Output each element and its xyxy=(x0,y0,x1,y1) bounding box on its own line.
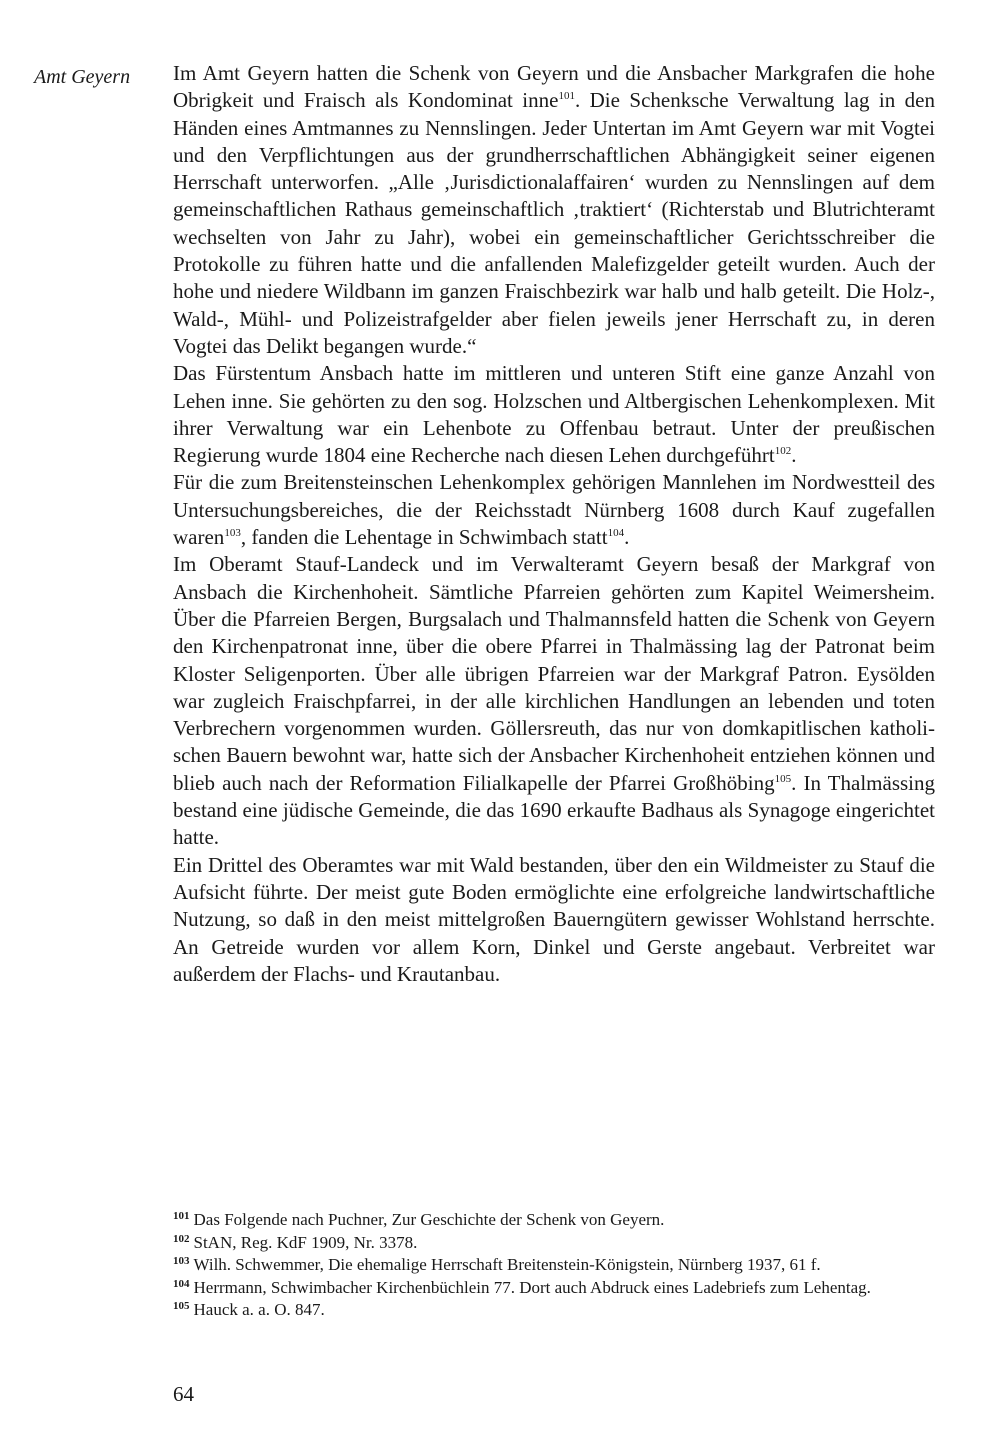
footnote-number: 103 xyxy=(173,1255,190,1267)
paragraph xyxy=(173,469,935,551)
paragraph-text: Ein Drittel des Oberamtes war mit Wald bestanden, über den ein Wildmeister zu Stauf die Aufsicht führte. Der meist gute Boden ermöglichte eine erfolgreiche landwirtschaftliche Nutzung, so daß in den meist mittelgroßen Bauerngütern gewisser Wohlstand herrschte. An Getreide wurden vor allem Korn, Dinkel und Gerste angebaut. Verbreitet war außerdem der Flachs- und Krautanbau. xyxy=(173,852,935,986)
paragraph xyxy=(173,551,935,851)
footnote-number: 104 xyxy=(173,1277,190,1290)
footnotes xyxy=(173,1209,935,1322)
footnote-ref: 101 xyxy=(558,90,575,103)
page-number: 64 xyxy=(173,1382,194,1406)
paragraph xyxy=(173,852,935,988)
paragraph-text: Im Oberamt Stauf-Landeck und im Verwalteramt Geyern besaß der Markgraf von Ansbach die Kirchenhoheit. Sämtliche Pfarreien gehörten zum Kapitel Weimersheim. Über die Pfarreien Bergen, Burgsalach und Thalmannsfeld hatten die Schenk von Geyern den Kirchenpatronat inne, über die obere Pfarrei in Thalmässing lag der Patronat beim Kloster Seligenporten. Über alle übrigen Pfarreien war der Markgraf Patron. Eysölden war zugleich Fraischpfarrei, in der alle kirchlichen Handlungen an lebenden und toten Verbrechern vorgenommen wurden. Göllersreuth, das nur von domkapitlischen katholischen Bauern bewohnt war, hatte sich der Ansbacher Kirchenhoheit entziehen können und blieb auch nach der Reformation Filialkapelle der Pfarrei Großhöbing xyxy=(173,552,935,795)
paragraph xyxy=(173,360,935,469)
footnote-text: Wilh. Schwemmer, Die ehemalige Herrschaft Breitenstein-Königstein, Nürnberg 1937, 61 f. xyxy=(193,1255,821,1274)
paragraph-text: , fanden die Lehentage in Schwimbach statt xyxy=(240,525,608,550)
footnote-text: Das Folgende nach Puchner, Zur Geschichte der Schenk von Geyern. xyxy=(193,1210,665,1229)
footnote-number: 105 xyxy=(173,1300,190,1312)
footnote xyxy=(173,1232,935,1255)
paragraph-text: Für die zum Breitensteinschen Lehenkomplex gehörigen Mannlehen im Nordwestteil des Untersuchungsbereiches, die der Reichsstadt Nürnberg 1608 durch Kauf zugefallen waren xyxy=(173,470,935,550)
margin-note: Amt Geyern xyxy=(34,66,131,88)
footnote-ref: 103 xyxy=(224,527,241,540)
footnote-text: Herrmann, Schwimbacher Kirchenbüchlein 77. Dort auch Abdruck eines Ladebriefs zum Lehentag. xyxy=(193,1277,871,1297)
paragraph-text: Das Fürstentum Ansbach hatte im mittleren und unteren Stift eine ganze Anzahl von Lehen inne. Sie gehörten zu den sog. Holzschen und Altbergischen Lehenkomplexen. Mit ihrer Verwaltung war ein Lehenbote zu Offenbau betraut. Unter der preußischen Regierung wurde 1804 eine Recherche nach diesen Lehen durchgeführt xyxy=(173,361,935,468)
paragraph-text: Im Amt Geyern hatten die Schenk von Geyern und die Ansbacher Markgrafen die hohe Obrigkeit und Fraisch als Kondominat inne xyxy=(173,61,935,113)
paragraph-text: . In Thalmässing bestand eine jüdische Gemeinde, die das 1690 erkaufte Badhaus als Synagoge eingerichtet hatte. xyxy=(173,770,935,850)
paragraph-text: . xyxy=(624,525,630,550)
paragraph-text: . xyxy=(791,443,797,468)
footnote xyxy=(173,1209,935,1232)
footnote-text: StAN, Reg. KdF 1909, Nr. 3378. xyxy=(193,1232,418,1252)
footnote xyxy=(173,1277,935,1300)
footnote-number: 101 xyxy=(173,1210,190,1222)
footnote-ref: 105 xyxy=(774,772,792,785)
footnote xyxy=(173,1299,935,1322)
footnote-text: Hauck a. a. O. 847. xyxy=(193,1300,325,1319)
paragraph xyxy=(173,60,935,360)
footnote-ref: 102 xyxy=(774,445,792,458)
paragraph-text: . Die Schenksche Verwaltung lag in den Händen eines Amtmannes zu Nennslingen. Jeder Untertan im Amt Geyern war mit Vogtei und den Verpflichtungen aus der grundherrschaftlichen Abhängigkeit seiner eigenen Herrschaft unterworfen. „Alle ‚Jurisdictionalaffairen‘ wurden zu Nennslingen auf dem gemeinschaftlichen Rathaus gemeinschaftlich ‚traktiert‘ (Richterstab und Blutrichteramt wechselten von Jahr zu Jahr), wobei ein gemeinschaftlicher Gerichtsschreiber die Protokolle zu führen hatte und die anfallenden Malefizgelder geteilt wurden. Auch der hohe und niedere Wildbann im ganzen Fraischbezirk war halb und halb geteilt. Die Holz-, Wald-, Mühl- und Polizeistrafgelder aber fielen jeweils jener Herrschaft zu, in deren Vogtei das Delikt begangen wurde.“ xyxy=(173,88,935,358)
footnote-ref: 104 xyxy=(607,527,625,540)
body-text xyxy=(173,60,935,988)
footnote-number: 102 xyxy=(173,1232,190,1245)
footnote xyxy=(173,1254,935,1277)
